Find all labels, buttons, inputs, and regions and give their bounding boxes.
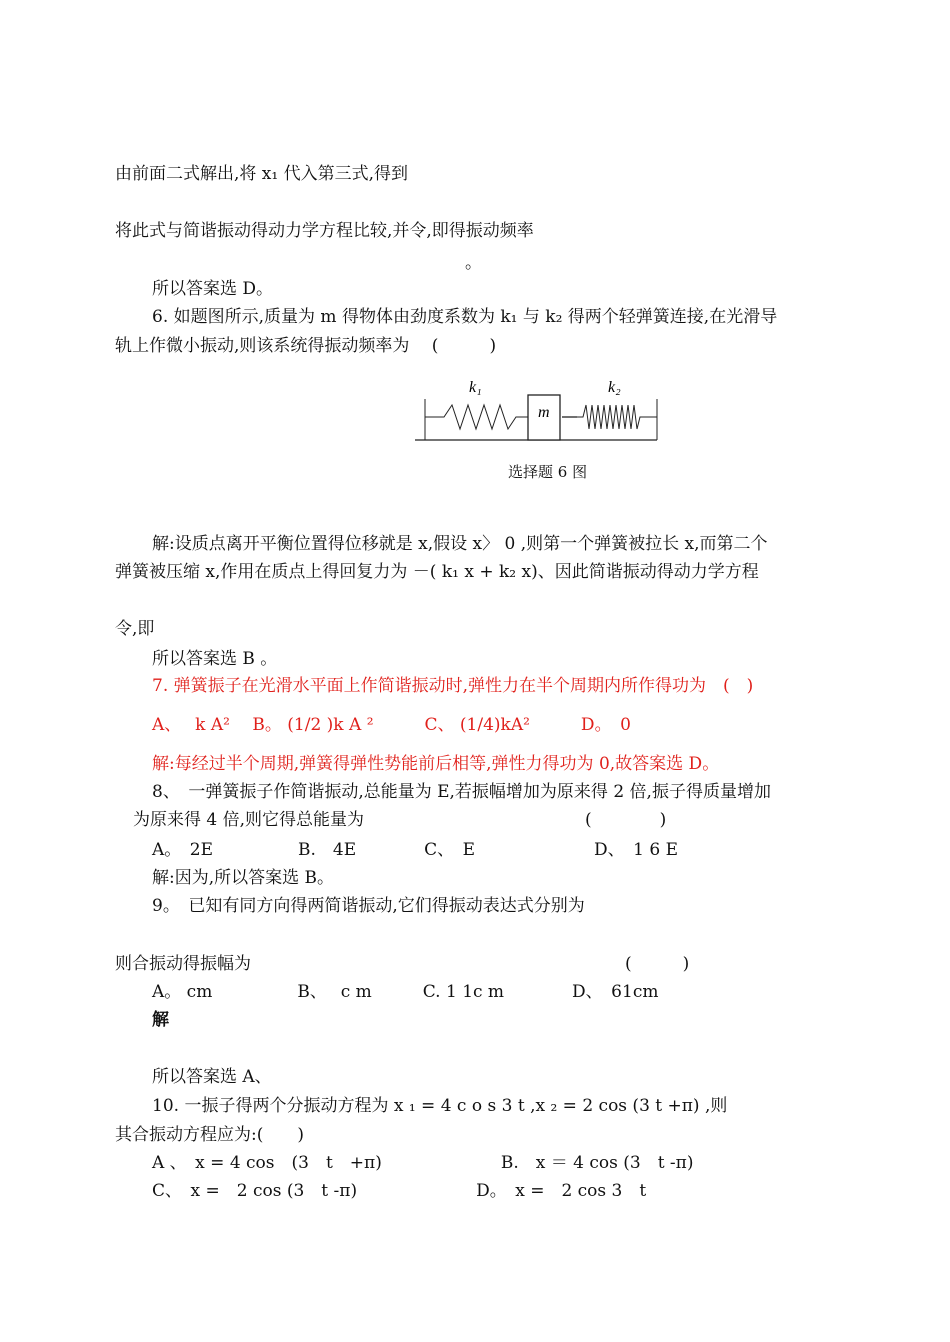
solution-9: 解 [152,1010,169,1030]
solution-6: 解:设质点离开平衡位置得位移就是 x,假设 x〉 0 ,则第一个弹簧被拉长 x,而第二个 [152,534,768,554]
spring-k2 [577,405,657,429]
question-9-options: A。 cm B、 c m C. 1 1c m D、 61cm [152,982,659,1002]
question-6-cont: 轨上作微小振动,则该系统得振动频率为 ( ) [115,336,497,356]
text-line: 。 [465,253,482,273]
question-10-options-cd: C、 x = 2 cos (3 t -π) D。 x = 2 cos 3 t [152,1181,647,1201]
question-8: 8、 一弹簧振子作简谐振动,总能量为 E,若振幅增加为原来得 2 倍,振子得质量增加 [152,782,771,802]
answer-6: 所以答案选 B 。 [152,649,278,669]
text-line: 将此式与简谐振动得动力学方程比较,并令,即得振动频率 [115,221,534,241]
solution-6-cont: 弹簧被压缩 x,作用在质点上得回复力为 －( k₁ x + k₂ x)、因此简谐振动得动力学方程 [115,562,759,582]
question-7-options: A、 k A² B。 (1/2 )k A ² C、 (1/4)kA² D。 0 [152,715,631,735]
answer-9: 所以答案选 A、 [152,1067,272,1087]
solution-8: 解:因为,所以答案选 B。 [152,868,335,888]
solution-6-cont: 令,即 [115,619,155,639]
solution-7: 解:每经过半个周期,弹簧得弹性势能前后相等,弹性力得功为 0,故答案选 D。 [152,754,720,774]
question-10: 10. 一振子得两个分振动方程为 x ₁ = 4 c o s 3 t ,x ₂ = 2 cos (3 t +π) ,则 [152,1096,728,1116]
text-line: 由前面二式解出,将 x₁ 代入第三式,得到 [115,164,409,184]
question-10-options-ab: A 、 x = 4 cos (3 t +π) B. x ＝ 4 cos (3 t -π) [152,1153,694,1173]
text-line: 所以答案选 D。 [152,279,274,299]
question-7: 7. 弹簧振子在光滑水平面上作简谐振动时,弹性力在半个周期内所作得功为 ( ) [152,676,754,696]
label-mass: m [538,404,550,421]
spring-k1 [425,405,528,429]
question-8-options: A。 2E B. 4E C、 E D、 1 6 E [152,840,679,860]
question-9-cont: 则合振动得振幅为 ( ) [115,954,690,974]
question-9: 9。 已知有同方向得两简谐振动,它们得振动表达式分别为 [152,896,585,916]
question-8-cont: 为原来得 4 倍,则它得总能量为 ( ) [133,810,667,830]
question-10-cont: 其合振动方程应为:( ) [115,1125,304,1145]
figure-caption: 选择题 6 图 [508,463,588,481]
label-k2: k₂ [608,379,621,396]
question-6: 6. 如题图所示,质量为 m 得物体由劲度系数为 k₁ 与 k₂ 得两个轻弹簧连接,在光滑导 [152,307,778,327]
label-k1: k₁ [469,379,482,396]
